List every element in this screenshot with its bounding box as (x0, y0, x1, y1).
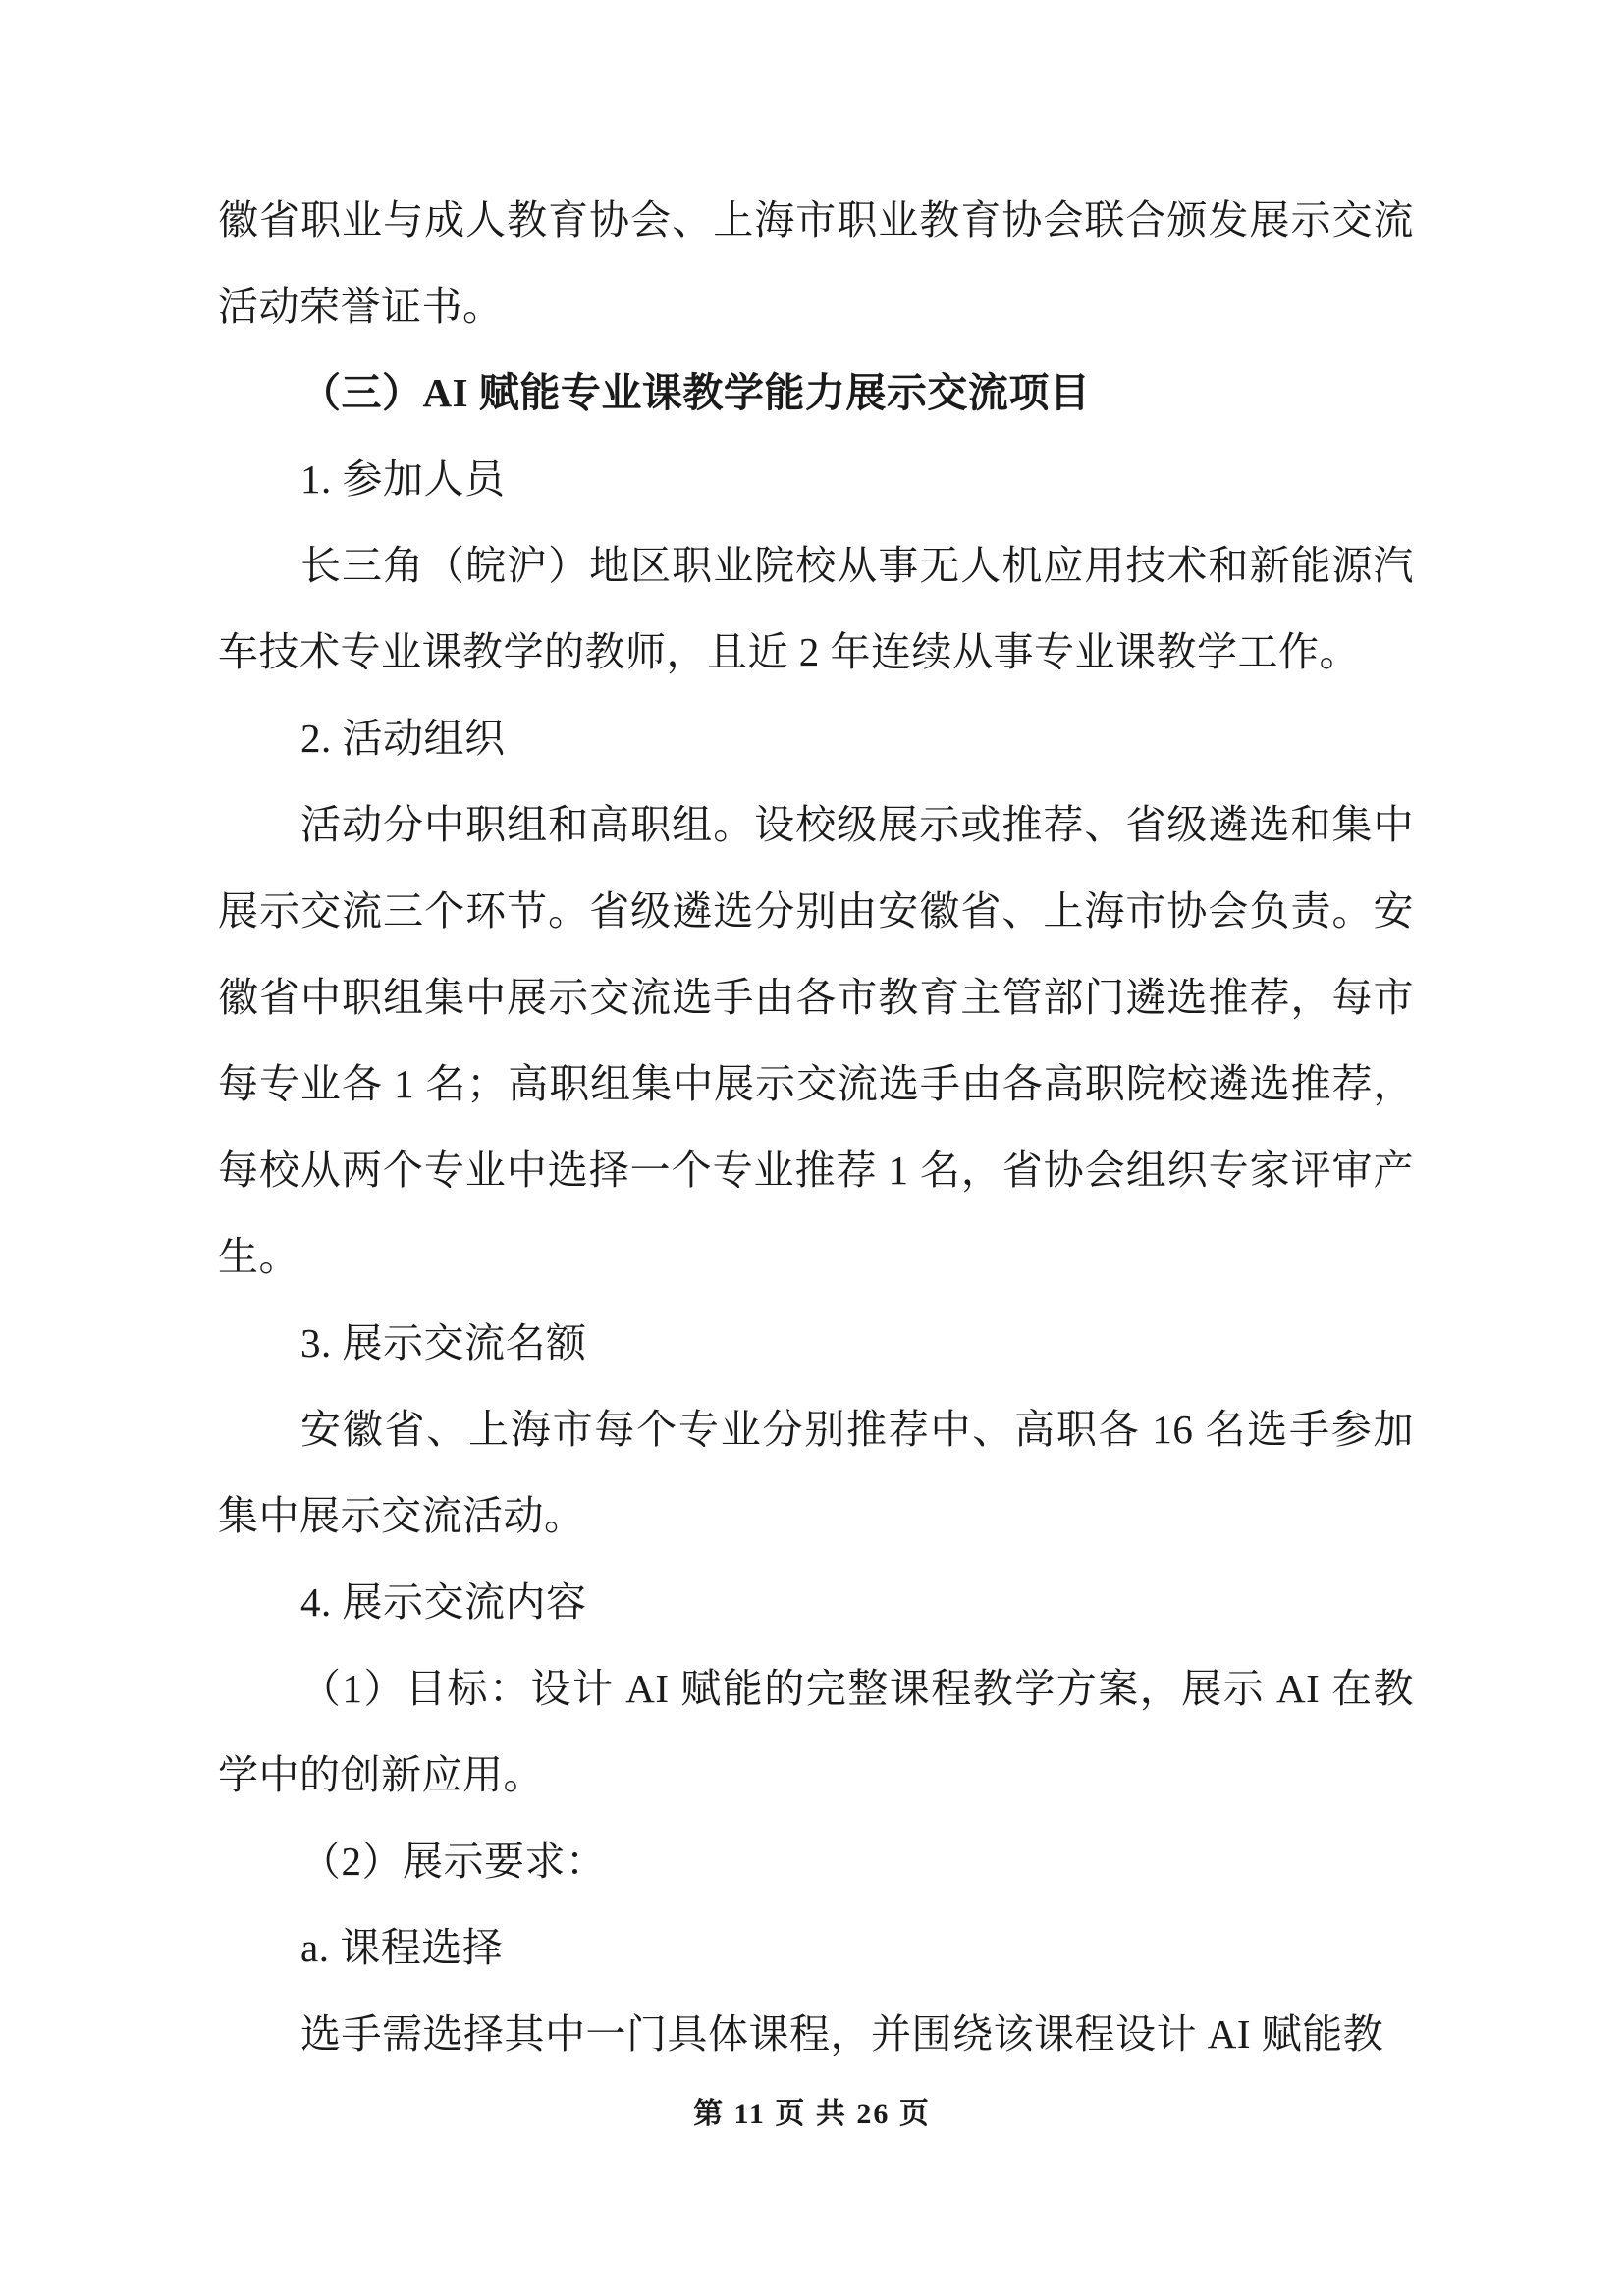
item-4-sub-2-a-body: 选手需选择其中一门具体课程，并围绕该课程设计 AI 赋能教 (300, 2011, 1384, 2056)
item-3-body: 安徽省、上海市每个专业分别推荐中、高职各 16 名选手参加集中展示交流活动。 (218, 1407, 1414, 1538)
section-heading-ai-enabled-course: （三）AI 赋能专业课教学能力展示交流项目 (300, 370, 1091, 415)
item-3-heading: 3. 展示交流名额 (300, 1320, 587, 1365)
item-4-sub-2-requirements: （2）展示要求： (300, 1839, 607, 1884)
item-4-sub-2-a-course-selection: a. 课程选择 (300, 1925, 504, 1970)
item-2-body: 活动分中职组和高职组。设校级展示或推荐、省级遴选和集中展示交流三个环节。省级遴选分别由安徽省、上海市协会负责。安徽省中职组集中展示交流选手由各市教育主管部门遴选推荐，每市每专业各 1 名；高职组集中展示交流选手由各高职院校遴选推荐，每校从两个专业中选择一个专业推荐 1 名，省协会组织专家评审产生。 (218, 802, 1414, 1279)
item-1-body: 长三角（皖沪）地区职业院校从事无人机应用技术和新能源汽车技术专业课教学的教师，且近 2 年连续从事专业课教学工作。 (218, 543, 1414, 674)
page-footer: 第 11 页 共 26 页 (693, 2098, 931, 2130)
item-1-heading: 1. 参加人员 (300, 456, 506, 502)
page-content (218, 177, 1414, 2077)
paragraph-continuation: 徽省职业与成人教育协会、上海市职业教育协会联合颁发展示交流活动荣誉证书。 (218, 197, 1414, 329)
item-4-sub-1-goal: （1）目标：设计 AI 赋能的完整课程教学方案，展示 AI 在教学中的创新应用。 (218, 1666, 1414, 1797)
item-4-heading: 4. 展示交流内容 (300, 1579, 587, 1625)
item-2-heading: 2. 活动组织 (300, 716, 506, 761)
